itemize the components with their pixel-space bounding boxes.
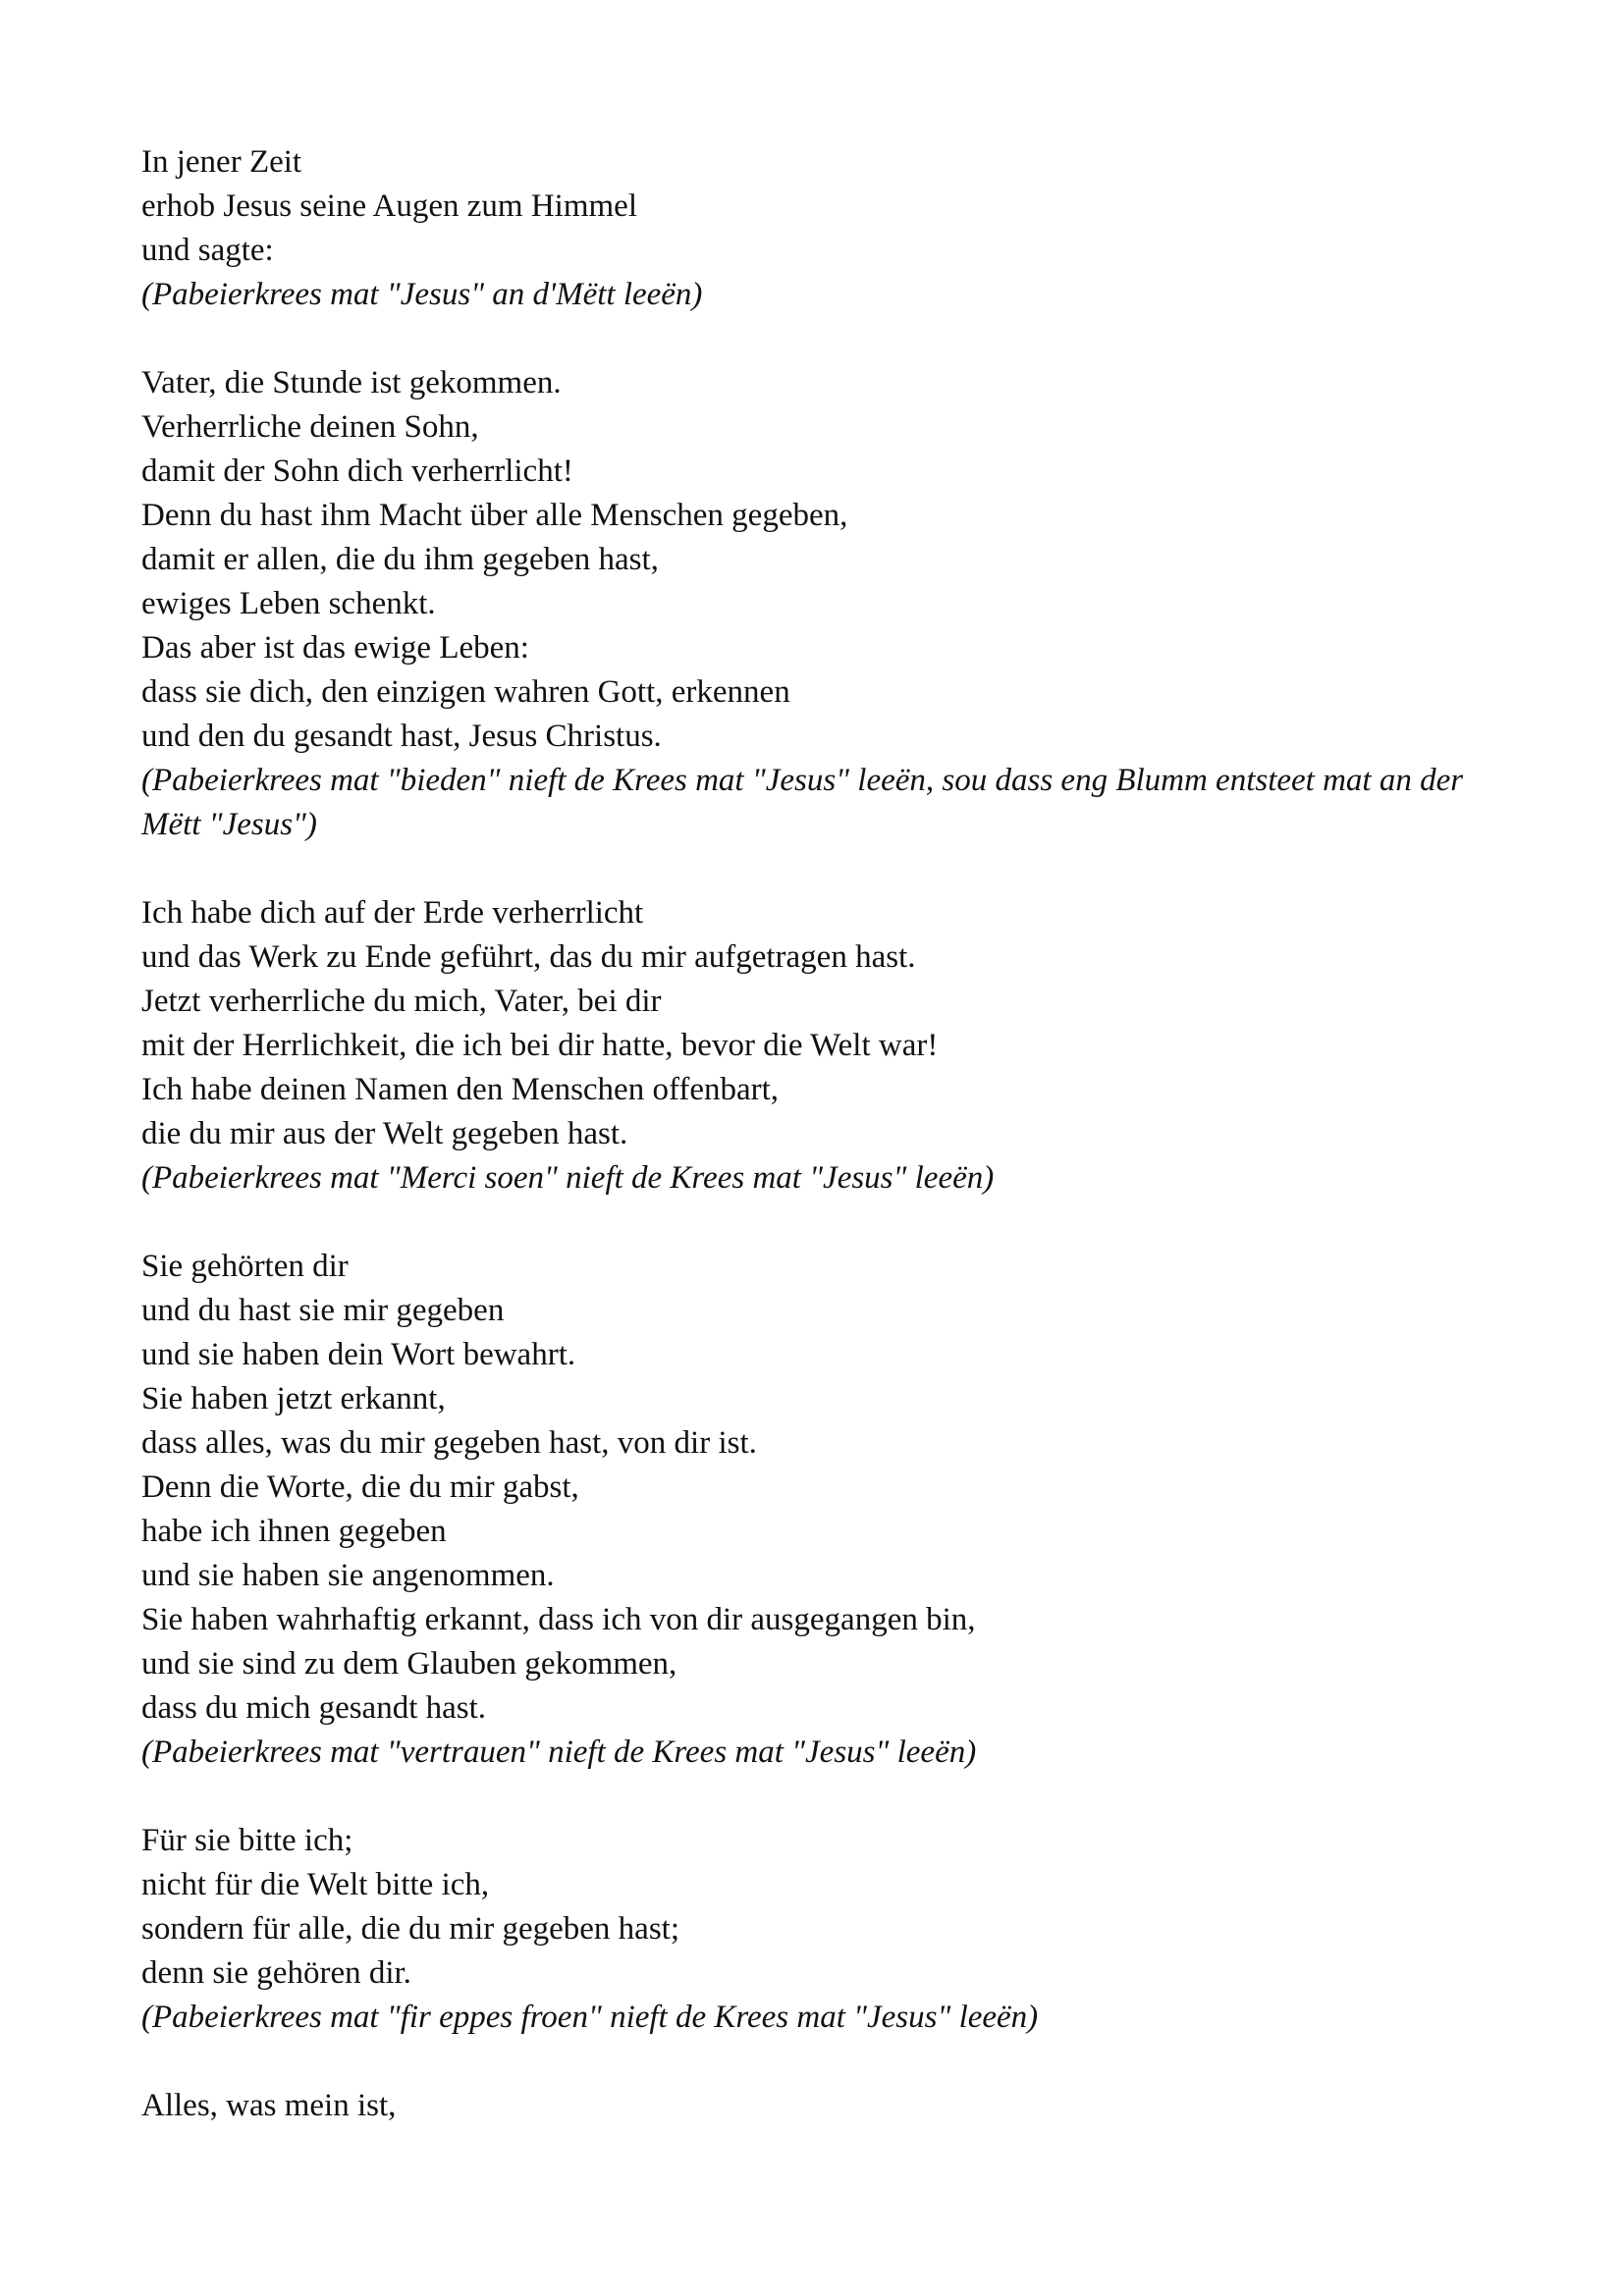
text-line: damit er allen, die du ihm gegeben hast, bbox=[141, 542, 659, 577]
text-line: Ich habe dich auf der Erde verherrlicht bbox=[141, 895, 644, 931]
text-line: und sie sind zu dem Glauben gekommen, bbox=[141, 1646, 677, 1682]
stanza-6 bbox=[141, 2084, 1516, 2128]
text-line: erhob Jesus seine Augen zum Himmel bbox=[141, 188, 637, 224]
text-line: sondern für alle, die du mir gegeben hast; bbox=[141, 1911, 679, 1947]
text-line: Denn die Worte, die du mir gabst, bbox=[141, 1469, 579, 1505]
text-line: dass sie dich, den einzigen wahren Gott, erkennen bbox=[141, 674, 790, 710]
text-line: ewiges Leben schenkt. bbox=[141, 586, 436, 621]
text-line: Ich habe deinen Namen den Menschen offenbart, bbox=[141, 1072, 780, 1107]
stanza-2 bbox=[141, 361, 1516, 847]
stanza-4 bbox=[141, 1245, 1516, 1775]
stanza-5 bbox=[141, 1819, 1516, 2040]
text-line: Verherrliche deinen Sohn, bbox=[141, 409, 479, 445]
stanza-1 bbox=[141, 140, 1516, 317]
instruction-note: (Pabeierkrees mat "Jesus" an d'Mëtt leeën) bbox=[141, 277, 703, 312]
text-line: und du hast sie mir gegeben bbox=[141, 1293, 505, 1328]
text-line: Sie haben jetzt erkannt, bbox=[141, 1381, 446, 1416]
text-line: und sie haben dein Wort bewahrt. bbox=[141, 1337, 576, 1372]
text-line: damit der Sohn dich verherrlicht! bbox=[141, 454, 573, 489]
instruction-note: (Pabeierkrees mat "vertrauen" nieft de Krees mat "Jesus" leeën) bbox=[141, 1735, 977, 1770]
text-line: Sie haben wahrhaftig erkannt, dass ich von dir ausgegangen bin, bbox=[141, 1602, 976, 1637]
text-line: und den du gesandt hast, Jesus Christus. bbox=[141, 719, 662, 754]
text-line: dass du mich gesandt hast. bbox=[141, 1690, 487, 1726]
text-line: Jetzt verherrliche du mich, Vater, bei dir bbox=[141, 984, 662, 1019]
text-line: habe ich ihnen gegeben bbox=[141, 1514, 447, 1549]
text-line: Denn du hast ihm Macht über alle Menschen gegeben, bbox=[141, 498, 848, 533]
text-line: die du mir aus der Welt gegeben hast. bbox=[141, 1116, 628, 1151]
text-line: mit der Herrlichkeit, die ich bei dir hatte, bevor die Welt war! bbox=[141, 1028, 939, 1063]
text-line: denn sie gehören dir. bbox=[141, 1955, 411, 1991]
text-line: und sie haben sie angenommen. bbox=[141, 1558, 555, 1593]
stanza-3 bbox=[141, 891, 1516, 1201]
text-line: In jener Zeit bbox=[141, 144, 302, 180]
text-line: und sagte: bbox=[141, 233, 274, 268]
text-line: Das aber ist das ewige Leben: bbox=[141, 630, 529, 666]
text-line: Sie gehörten dir bbox=[141, 1249, 349, 1284]
instruction-note: (Pabeierkrees mat "Merci soen" nieft de Krees mat "Jesus" leeën) bbox=[141, 1160, 995, 1196]
text-line: dass alles, was du mir gegeben hast, von dir ist. bbox=[141, 1425, 757, 1461]
text-line: und das Werk zu Ende geführt, das du mir aufgetragen hast. bbox=[141, 939, 916, 975]
text-line: Für sie bitte ich; bbox=[141, 1823, 353, 1858]
text-line: Vater, die Stunde ist gekommen. bbox=[141, 365, 562, 400]
document-text bbox=[141, 140, 1516, 2172]
instruction-note: (Pabeierkrees mat "fir eppes froen" nieft de Krees mat "Jesus" leeën) bbox=[141, 2000, 1039, 2035]
text-line: nicht für die Welt bitte ich, bbox=[141, 1867, 490, 1902]
instruction-note: (Pabeierkrees mat "bieden" nieft de Krees mat "Jesus" leeën, sou dass eng Blumm entsteet mat an der Mëtt "Jesus") bbox=[141, 763, 1464, 842]
text-line: Alles, was mein ist, bbox=[141, 2088, 397, 2123]
